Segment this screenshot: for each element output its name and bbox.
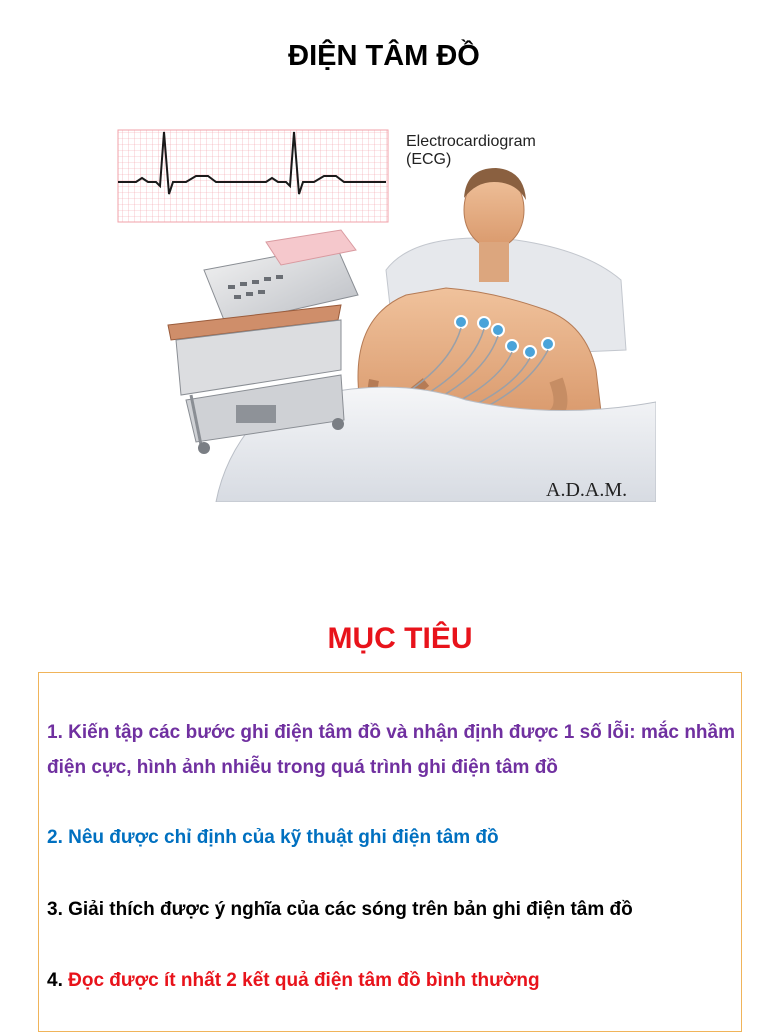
objective-item-2: 2. Nêu được chỉ định của kỹ thuật ghi điện tâm đồ (47, 827, 499, 848)
objective-item-4-text: Đọc được ít nhất 2 kết quả điện tâm đồ bình thường (62, 970, 540, 991)
objectives-heading: MỤC TIÊU (327, 622, 473, 655)
ecg-strip (118, 130, 388, 222)
objectives-box (38, 672, 742, 1032)
objective-item-3: 3. Giải thích được ý nghĩa của các sóng trên bản ghi điện tâm đồ (47, 899, 633, 920)
ecg-caption-line1: Electrocardiogram (406, 133, 536, 150)
ecg-caption-line2: (ECG) (406, 151, 452, 168)
objective-item-4 (47, 963, 735, 998)
objective-item-4-number: 4. (47, 970, 63, 991)
adam-logo: A.D.A.M. (546, 479, 628, 501)
ecg-machine (168, 230, 358, 454)
objective-item-1: 1. Kiến tập các bước ghi điện tâm đồ và nhận định được 1 số lỗi: mắc nhầm điện cực, hình ảnh nhiễu trong quá trình ghi điện tâm đồ (47, 722, 735, 778)
ecg-illustration (116, 120, 656, 502)
page-title: ĐIỆN TÂM ĐỒ (288, 40, 480, 72)
